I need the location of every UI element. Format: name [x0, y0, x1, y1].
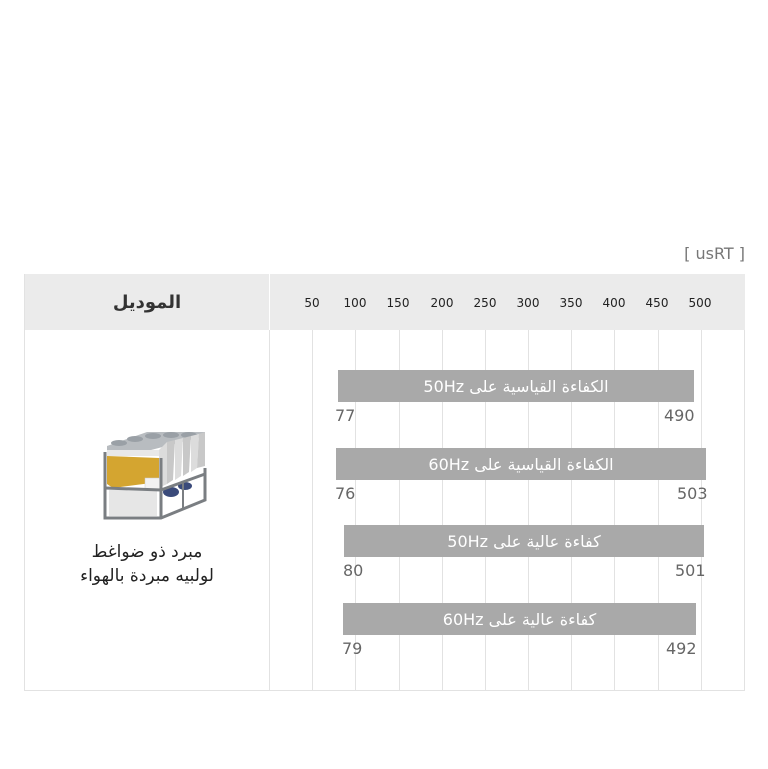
axis-tick: 500	[688, 296, 712, 310]
axis-tick: 150	[386, 296, 410, 310]
range-max-value: 503	[677, 484, 708, 503]
gridline	[312, 330, 313, 690]
axis-tick: 350	[559, 296, 583, 310]
axis-tick: 200	[430, 296, 454, 310]
capacity-range-table	[24, 274, 745, 691]
range-min-value: 80	[343, 561, 364, 580]
axis-tick: 50	[304, 296, 320, 310]
axis-tick: 450	[645, 296, 669, 310]
range-bar-high-50hz: كفاءة عالية على 50Hz	[344, 525, 704, 557]
model-name	[25, 540, 269, 588]
model-cell	[25, 330, 269, 690]
chiller-product-image	[95, 428, 207, 522]
model-name-line-2: لولبيه مبردة بالهواء	[80, 566, 214, 586]
axis-tick: 300	[516, 296, 540, 310]
range-bar-standard-50hz: الكفاءة القياسية على 50Hz	[338, 370, 694, 402]
unit-label: [ usRT ]	[684, 244, 745, 263]
model-name-line-1: مبرد ذو ضواغط	[91, 542, 203, 562]
column-divider	[269, 330, 270, 690]
range-min-value: 77	[335, 406, 356, 425]
model-column-header: الموديل	[112, 291, 182, 313]
range-bar-high-60hz: كفاءة عالية على 60Hz	[343, 603, 696, 635]
axis-tick: 400	[602, 296, 626, 310]
header-divider	[269, 274, 270, 330]
range-max-value: 492	[666, 639, 697, 658]
axis-tick: 100	[343, 296, 367, 310]
range-min-value: 79	[342, 639, 363, 658]
range-bar-standard-60hz: الكفاءة القياسية على 60Hz	[336, 448, 706, 480]
range-min-value: 76	[335, 484, 356, 503]
axis-tick: 250	[473, 296, 497, 310]
table-header	[25, 274, 745, 330]
range-max-value: 501	[675, 561, 706, 580]
range-max-value: 490	[664, 406, 695, 425]
gridline	[701, 330, 702, 690]
